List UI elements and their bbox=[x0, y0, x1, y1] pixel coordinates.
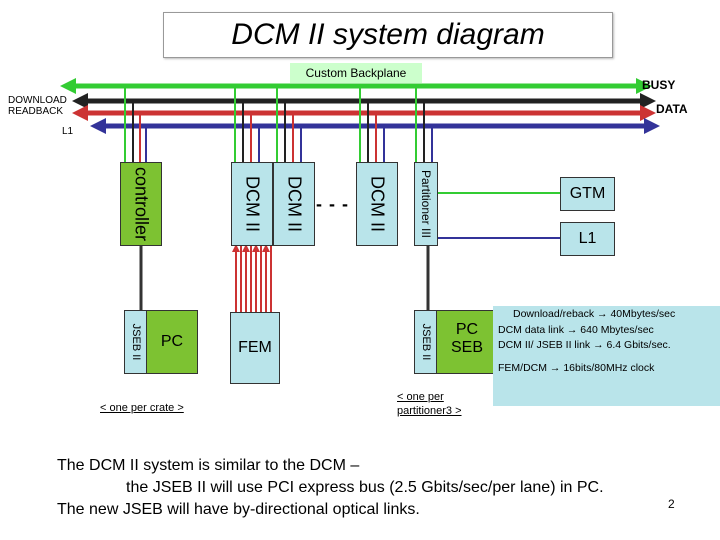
spec-line-1: Download/reback → 40Mbytes/sec bbox=[513, 308, 676, 320]
body-text-line2: the JSEB II will use PCI express bus (2.5 Gbits/sec/per lane) in PC. bbox=[126, 479, 604, 496]
l1-bus-label: L1 bbox=[62, 126, 74, 137]
dcm-module-3-label: DCM II bbox=[367, 176, 388, 232]
page-number: 2 bbox=[668, 497, 675, 511]
specs-note bbox=[493, 306, 720, 406]
jseb-left-label: JSEB II bbox=[130, 323, 142, 361]
data-arrow-left bbox=[72, 105, 88, 121]
busy-arrow-left bbox=[60, 78, 76, 94]
dcm-module-3 bbox=[356, 162, 398, 246]
gtm-box: GTM bbox=[560, 177, 615, 211]
partitioner-note-line2: partitioner3 > bbox=[397, 405, 462, 417]
l1-box: L1 bbox=[560, 222, 615, 256]
dcm-module-2-label: DCM II bbox=[284, 176, 305, 232]
readback-label: READBACK bbox=[8, 106, 64, 117]
controller-box bbox=[120, 162, 162, 246]
body-text-line3: The new JSEB will have by-directional optical links. bbox=[57, 501, 420, 518]
l1-arrow-left bbox=[90, 118, 106, 134]
controller-label: controller bbox=[131, 166, 152, 242]
partitioner-note-line1: < one per bbox=[397, 391, 444, 403]
spec-line-4: FEM/DCM → 16bits/80MHz clock bbox=[498, 362, 655, 374]
data-arrow-right bbox=[640, 105, 656, 121]
dcm-module-2 bbox=[273, 162, 315, 246]
jseb-left-box bbox=[124, 310, 148, 374]
jseb-right-box bbox=[414, 310, 438, 374]
partitioner-label: Partitioner III bbox=[419, 169, 433, 239]
data-label: DATA bbox=[656, 102, 688, 116]
body-text-line1: The DCM II system is similar to the DCM – bbox=[57, 457, 360, 474]
dcm-module-1 bbox=[231, 162, 273, 246]
pc-left-box: PC bbox=[146, 310, 198, 374]
spec-line-3: DCM II/ JSEB II link → 6.4 Gbits/sec. bbox=[498, 339, 671, 351]
spec-line-2: DCM data link → 640 Mbytes/sec bbox=[498, 324, 654, 336]
page-title: DCM II system diagram bbox=[231, 18, 545, 51]
pc-seb-box bbox=[436, 310, 498, 374]
crate-note: < one per crate > bbox=[100, 402, 184, 414]
pc-seb-line2: SEB bbox=[450, 339, 483, 356]
pc-seb-line1: PC bbox=[455, 321, 479, 338]
backplane-label: Custom Backplane bbox=[290, 63, 422, 83]
l1-arrow-right bbox=[644, 118, 660, 134]
download-label: DOWNLOAD bbox=[8, 95, 67, 106]
jseb-right-label: JSEB II bbox=[420, 323, 432, 361]
dcm-ellipsis: - - - bbox=[316, 194, 349, 214]
partitioner-box bbox=[414, 162, 438, 246]
dcm-module-1-label: DCM II bbox=[242, 176, 263, 232]
fem-box: FEM bbox=[230, 312, 280, 384]
busy-label: BUSY bbox=[642, 78, 676, 92]
